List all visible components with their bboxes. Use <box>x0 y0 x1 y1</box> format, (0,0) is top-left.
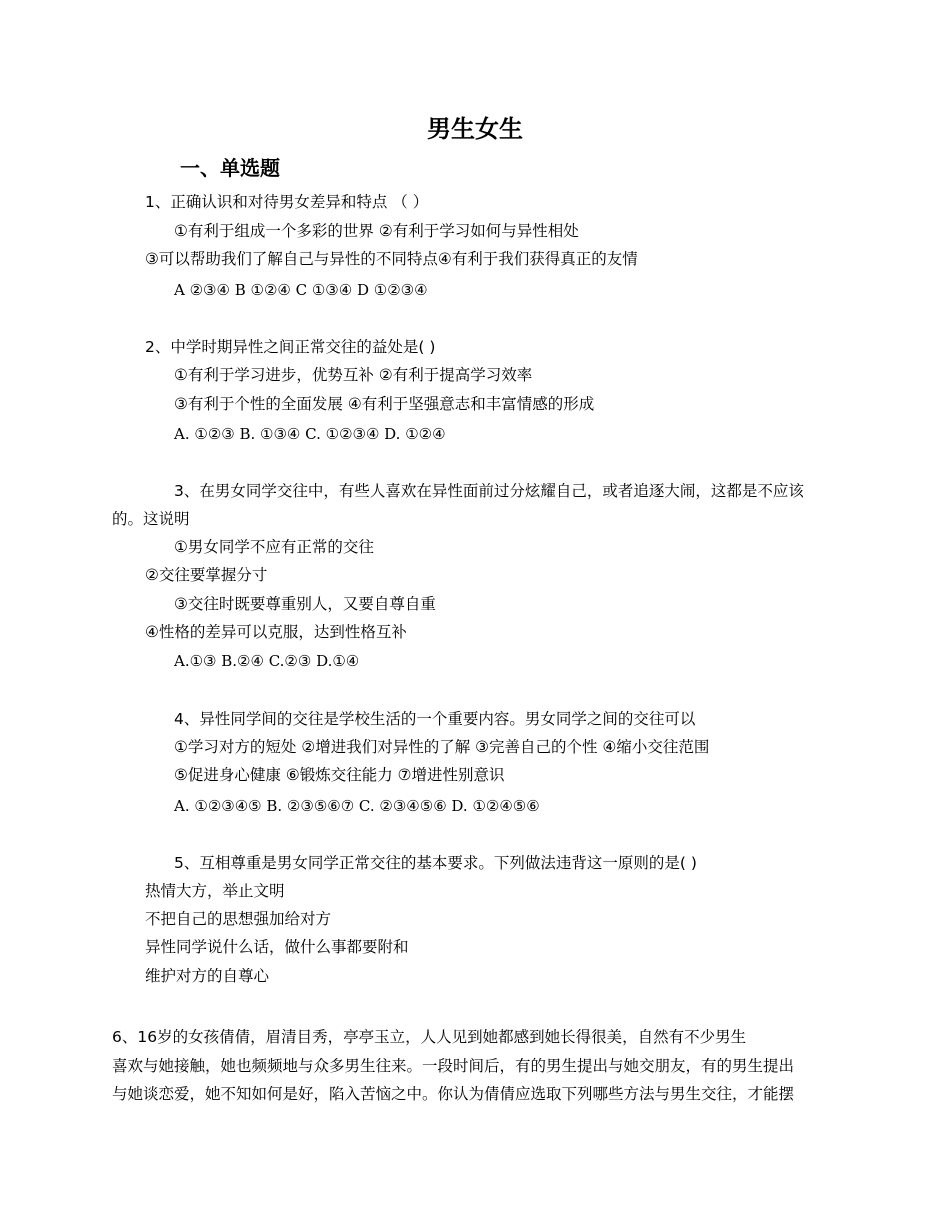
q5-stem: 5、互相尊重是男女同学正常交往的基本要求。下列做法违背这一原则的是( ) <box>174 854 697 872</box>
q5-choice3: 异性同学说什么话，做什么事都要附和 <box>145 938 409 956</box>
q5-choice1: 热情大方，举止文明 <box>145 882 285 900</box>
q3-item3: ③交往时既要尊重别人，又要自尊自重 <box>174 595 436 613</box>
q3-item1: ①男女同学不应有正常的交往 <box>174 538 374 556</box>
q1-options: A ②③④ B ①②④ C ①③④ D ①②③④ <box>174 281 428 299</box>
q4-stem: 4、异性同学间的交往是学校生活的一个重要内容。男女同学之间的交往可以 <box>174 710 696 728</box>
q1-items-line2: ③可以帮助我们了解自己与异性的不同特点④有利于我们获得真正的友情 <box>145 250 638 268</box>
q5-choice4: 维护对方的自尊心 <box>145 967 270 985</box>
q6-paragraph <box>112 1023 840 1109</box>
q3-item2: ②交往要掌握分寸 <box>145 566 268 584</box>
q3-options: A.①③ B.②④ C.②③ D.①④ <box>174 652 360 670</box>
q4-options: A. ①②③④⑤ B. ②③⑤⑥⑦ C. ②③④⑤⑥ D. ①②④⑤⑥ <box>174 797 540 815</box>
q2-stem: 2、中学时期异性之间正常交往的益处是( ) <box>145 338 436 356</box>
q4-items-line2: ⑤促进身心健康 ⑥锻炼交往能力 ⑦增进性别意识 <box>174 766 505 784</box>
q4-items-line1: ①学习对方的短处 ②增进我们对异性的了解 ③完善自己的个性 ④缩小交往范围 <box>174 738 710 756</box>
q1-stem: 1、正确认识和对待男女差异和特点 （ ） <box>145 193 429 211</box>
q6-line3: 与她谈恋爱，她不知如何是好，陷入苦恼之中。你认为倩倩应选取下列哪些方法与男生交往，才能摆 <box>112 1085 795 1103</box>
q3-stem-line2: 的。这说明 <box>112 510 190 528</box>
q1-items-line1: ①有利于组成一个多彩的世界 ②有利于学习如何与异性相处 <box>174 222 579 240</box>
q2-items-line1: ①有利于学习进步，优势互补 ②有利于提高学习效率 <box>174 366 533 384</box>
q2-options: A. ①②③ B. ①③④ C. ①②③④ D. ①②④ <box>174 425 446 443</box>
q3-stem-line1: 3、在男女同学交往中，有些人喜欢在异性面前过分炫耀自己，或者追逐大闹，这都是不应该 <box>174 482 804 500</box>
q2-items-line2: ③有利于个性的全面发展 ④有利于坚强意志和丰富情感的形成 <box>174 395 595 413</box>
q5-choice2: 不把自己的思想强加给对方 <box>145 910 332 928</box>
page-title: 男生女生 <box>427 115 523 143</box>
q3-item4: ④性格的差异可以克服，达到性格互补 <box>145 623 407 641</box>
q6-line2: 喜欢与她接触，她也频频地与众多男生往来。一段时间后，有的男生提出与她交朋友，有的男生提出 <box>112 1056 795 1075</box>
q6-line1: 6、16岁的女孩倩倩，眉清目秀，亭亭玉立，人人见到她都感到她长得很美，自然有不少男生 <box>112 1028 747 1046</box>
section-heading: 一、单选题 <box>180 156 280 180</box>
